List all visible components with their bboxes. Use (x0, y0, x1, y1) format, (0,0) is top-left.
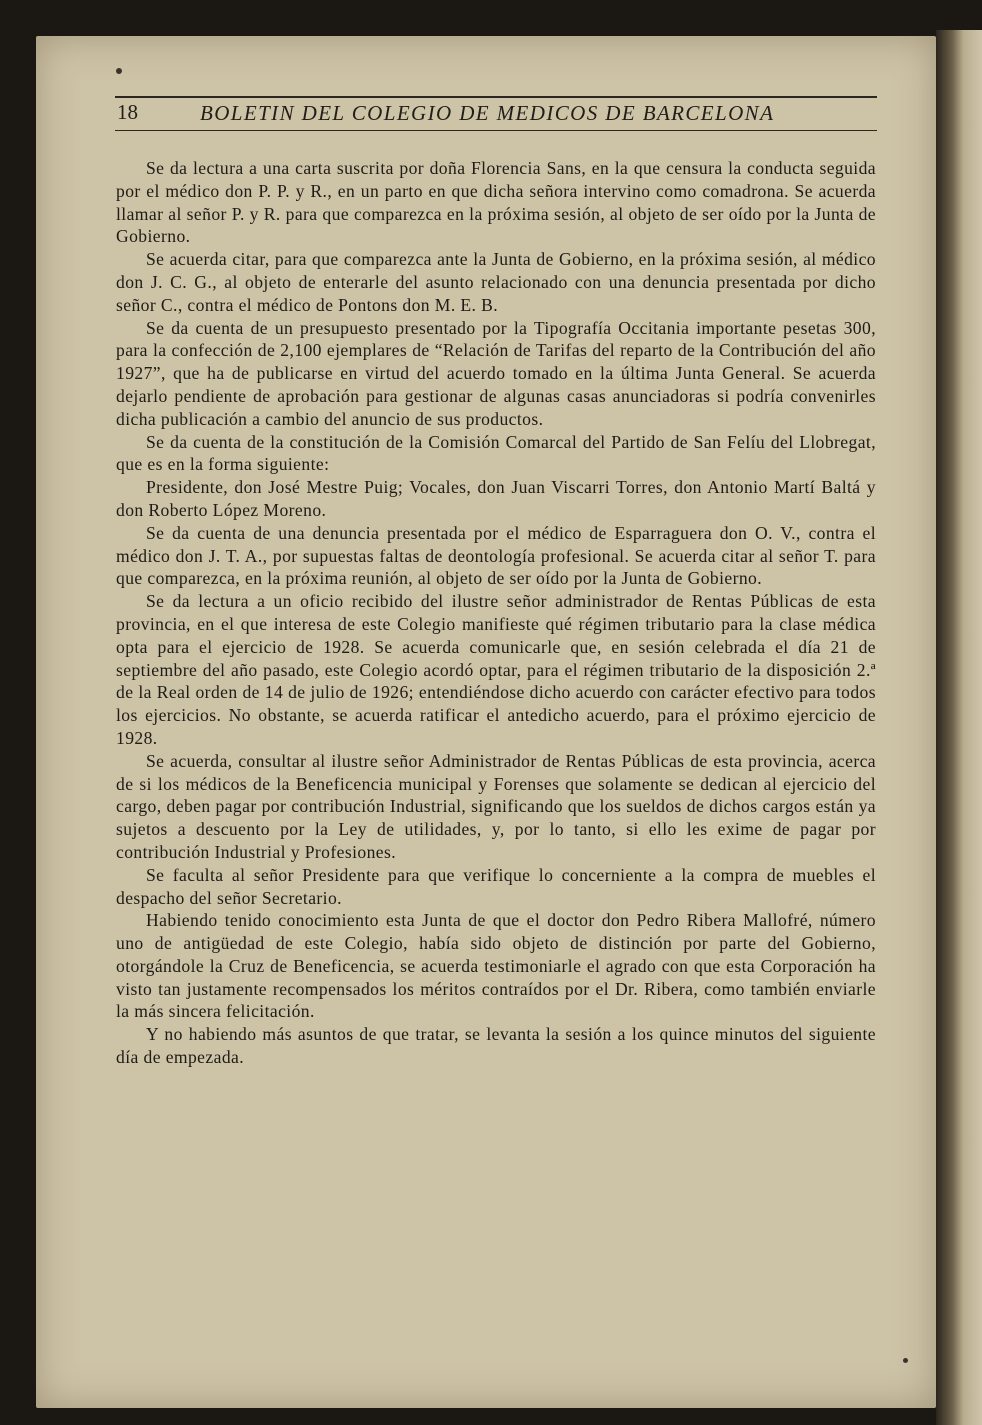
paragraph: Se faculta al señor Presidente para que verifique lo concerniente a la compra de muebles el despacho del señor Secretario. (116, 864, 876, 908)
paragraph: Habiendo tenido conocimiento esta Junta de que el doctor don Pedro Ribera Mallofré, número uno de antigüedad de este Colegio, había sido objeto de distinción por parte del Gobierno, otorgándole la Cruz de Beneficencia, se acuerda testimoniarle el agrado con que esta Corporación ha visto tan justamente recompensados los méritos contraídos por el Dr. Ribera, como también enviarle la más sincera felicitación. (116, 910, 876, 1022)
paragraph: Se da cuenta de la constitución de la Comisión Comarcal del Partido de San Felíu del Llobregat, que es en la forma siguiente: (116, 431, 876, 475)
paragraph: Se da cuenta de una denuncia presentada por el médico de Esparraguera don O. V., contra el médico don J. T. A., por supuestas faltas de deontología profesional. Se acuerda citar al señor T. para que comparezca, en la próxima reunión, al objeto de ser oído por la Junta de Gobierno. (116, 522, 876, 589)
running-head: BOLETIN DEL COLEGIO DE MEDICOS DE BARCELONA (200, 101, 775, 125)
paragraph: Se da lectura a una carta suscrita por doña Florencia Sans, en la que censura la conducta seguida por el médico don P. P. y R., en un parto en que dicha señora intervino como comadrona. Se acuerda llamar al señor P. y R. para que comparezca en la próxima sesión, al objeto de ser oído por la Junta de Gobierno. (116, 158, 876, 247)
print-mark (116, 68, 122, 74)
book-spine (936, 30, 982, 1425)
article-body (116, 157, 876, 1069)
header-rule-top (115, 96, 877, 98)
header-rule-bottom (115, 130, 877, 131)
print-mark (903, 1358, 908, 1363)
paragraph: Se da cuenta de un presupuesto presentado por la Tipografía Occitania importante pesetas 300, para la confección de 2,100 ejemplares de “Relación de Tarifas del reparto de la Contribución del año 1927”, que ha de publicarse en virtud del acuerdo tomado en la última Junta General. Se acuerda dejarlo pendiente de aprobación para gestionar de algunas casas anunciadoras si podría convenirles dicha publicación a cambio del anuncio de sus productos. (116, 317, 876, 429)
page-number: 18 (117, 100, 138, 124)
paragraph: Se da lectura a un oficio recibido del ilustre señor administrador de Rentas Públicas de esta provincia, en el que interesa de este Colegio manifieste qué régimen tributario para la clase médica opta para el ejercicio de 1928. Se acuerda comunicarle que, en sesión celebrada el día 21 de septiembre del año pasado, este Colegio acordó optar, para el régimen tributario de la disposición 2.ª de la Real orden de 14 de julio de 1926; entendiéndose dicho acuerdo con carácter efectivo para todos los ejercicios. No obstante, se acuerda ratificar el antedicho acuerdo, para el próximo ejercicio de 1928. (116, 591, 876, 748)
paragraph: Se acuerda, consultar al ilustre señor Administrador de Rentas Públicas de esta provincia, acerca de si los médicos de la Beneficencia municipal y Forenses que solamente se dedican al ejercicio del cargo, deben pagar por contribución Industrial, significando que los sueldos de dichos cargos están ya sujetos a descuento por la Ley de utilidades, y, por lo tanto, si ello les exime de pagar por contribución Industrial y Profesiones. (116, 750, 876, 862)
paragraph: Se acuerda citar, para que comparezca ante la Junta de Gobierno, en la próxima sesión, al médico don J. C. G., al objeto de enterarle del asunto relacionado con una denuncia presentada por dicho señor C., contra el médico de Pontons don M. E. B. (116, 249, 876, 315)
paragraph: Y no habiendo más asuntos de que tratar, se levanta la sesión a los quince minutos del siguiente día de empezada. (116, 1024, 876, 1068)
paragraph: Presidente, don José Mestre Puig; Vocales, don Juan Viscarri Torres, don Antonio Martí Baltá y don Roberto López Moreno. (116, 477, 876, 520)
